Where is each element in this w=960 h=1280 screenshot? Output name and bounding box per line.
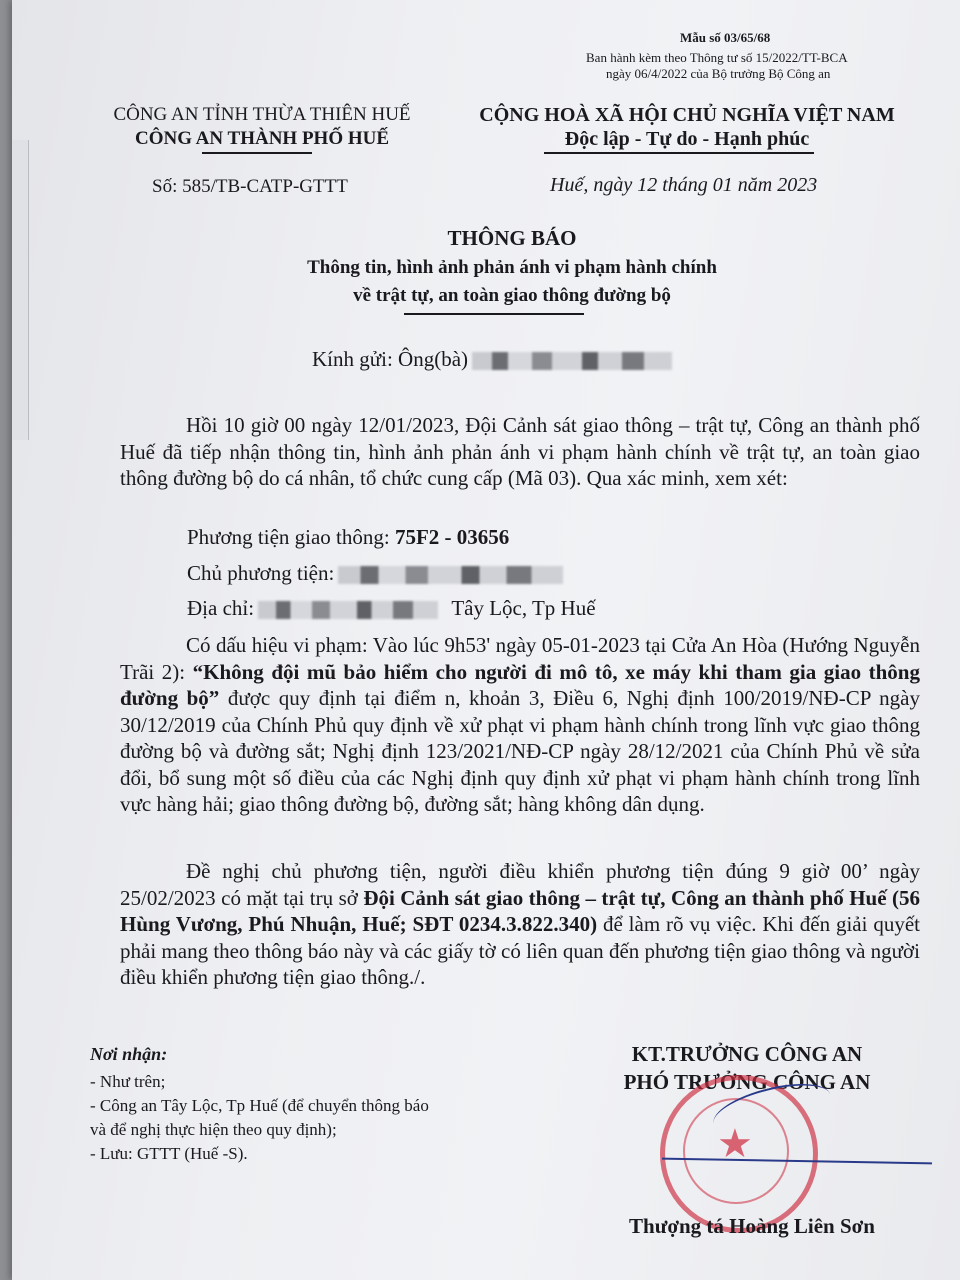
motto: Độc lập - Tự do - Hạnh phúc <box>564 128 810 150</box>
underlying-paper-edge <box>12 140 29 440</box>
intro-paragraph: Hồi 10 giờ 00 ngày 12/01/2023, Đội Cảnh sát giao thông – trật tự, Công an thành phố Huế đã tiếp nhận thông tin, hình ảnh phản ánh vi phạm hành chính về trật tự, an toàn giao thông đường bộ do cá nhân, tổ chức cung cấp (Mã 03). Qua xác minh, xem xét: <box>120 413 920 490</box>
agency-name: CÔNG AN THÀNH PHỐ HUẾ <box>134 128 390 149</box>
signature-title-1: KT.TRƯỞNG CÔNG AN <box>631 1042 863 1066</box>
motto-underline <box>544 152 814 154</box>
redacted-name <box>472 352 672 370</box>
left-header <box>82 104 442 150</box>
vehicle-label: Phương tiện giao thông: <box>187 525 395 549</box>
address-tail: Tây Lộc, Tp Huế <box>451 596 596 620</box>
form-issued-line1: Ban hành kèm theo Thông tư số 15/2022/TT-BCA <box>586 50 848 65</box>
form-issued-line2: ngày 06/4/2022 của Bộ trưởng Bộ Công an <box>606 66 831 81</box>
document-subtitle-2: về trật tự, an toàn giao thông đường bộ <box>353 285 671 306</box>
request-location: Đội Cảnh sát giao thông – trật tự, Công an thành phố Huế (56 Hùng Vương, Phú Nhuận, Huế; SĐT 0234.3.822.340) <box>120 885 920 936</box>
recipients-line-3: và để nghị thực hiện theo quy định); <box>90 1120 337 1139</box>
salutation-label: Kính gửi: Ông(bà) <box>312 347 469 371</box>
title-underline <box>404 313 584 315</box>
document-page <box>12 0 960 1280</box>
country-name: CỘNG HOÀ XÃ HỘI CHỦ NGHĨA VIỆT NAM <box>479 104 895 126</box>
violation-text-1: Có dấu hiệu vi phạm: Vào lúc 9h53' ngày 05-01-2023 tại Cửa An Hòa (Hướng Nguyễn Trãi 2): <box>120 633 920 684</box>
agency-parent: CÔNG AN TỈNH THỪA THIÊN HUẾ <box>113 104 411 125</box>
redacted-address <box>258 601 438 619</box>
recipients-title: Nơi nhận: <box>90 1044 168 1064</box>
recipients-line-4: - Lưu: GTTT (Huế -S). <box>90 1144 248 1163</box>
seal-star-icon: ★ <box>717 1121 753 1166</box>
address-field <box>187 596 596 621</box>
recipients-line-1: - Như trên; <box>90 1072 166 1091</box>
owner-label: Chủ phương tiện: <box>187 561 335 585</box>
request-text-2: để làm rõ vụ việc. Khi đến giải quyết phải mang theo thông báo này và các giấy tờ có liên quan đến phương tiện giao thông và người điều khiển phương tiện giao thông./. <box>120 912 920 989</box>
request-paragraph <box>120 858 920 991</box>
violation-offense: “Không đội mũ bảo hiểm cho người đi mô tô, xe máy khi tham gia giao thông đường bộ” <box>120 659 920 710</box>
request-text-1: Đề nghị chủ phương tiện, người điều khiển phương tiện đúng 9 giờ 00’ ngày 25/02/2023 có mặt tại trụ sở <box>120 859 920 910</box>
form-number: Mẫu số 03/65/68 <box>680 30 771 45</box>
right-header <box>452 104 922 151</box>
address-label: Địa chỉ: <box>187 596 255 620</box>
salutation <box>312 347 672 372</box>
agency-underline <box>202 152 312 154</box>
document-title: THÔNG BÁO <box>447 226 577 250</box>
signature-title-2: PHÓ TRƯỞNG CÔNG AN <box>623 1070 871 1094</box>
document-number: Số: 585/TB-CATP-GTTT <box>152 176 348 197</box>
redacted-owner <box>338 566 563 584</box>
violation-text-2: được quy định tại điểm n, khoản 3, Điều 6, Nghị định 100/2019/NĐ-CP ngày 30/12/2019 của Chính Phủ quy định về xử phạt vi phạm hành chính trong lĩnh vực giao thông đường bộ và đường sắt; Nghị định 123/2021/NĐ-CP ngày 28/12/2021 của Chính Phủ về sửa đổi, bổ sung một số điều của các Nghị định quy định xử phạt vi phạm hành chính trong lĩnh vực hàng hải; giao thông đường bộ, đường sắt; hàng không dân dụng. <box>120 686 920 816</box>
recipients-line-2: - Công an Tây Lộc, Tp Huế (để chuyển thông báo <box>90 1096 429 1115</box>
violation-paragraph <box>120 632 920 818</box>
document-date: Huế, ngày 12 tháng 01 năm 2023 <box>550 174 818 196</box>
owner-field <box>187 561 563 586</box>
vehicle-plate: 75F2 - 03656 <box>394 525 510 549</box>
document-subtitle-1: Thông tin, hình ảnh phản ánh vi phạm hành chính <box>307 257 717 278</box>
signer-name: Thượng tá Hoàng Liên Sơn <box>629 1214 875 1238</box>
vehicle-field <box>187 525 509 550</box>
